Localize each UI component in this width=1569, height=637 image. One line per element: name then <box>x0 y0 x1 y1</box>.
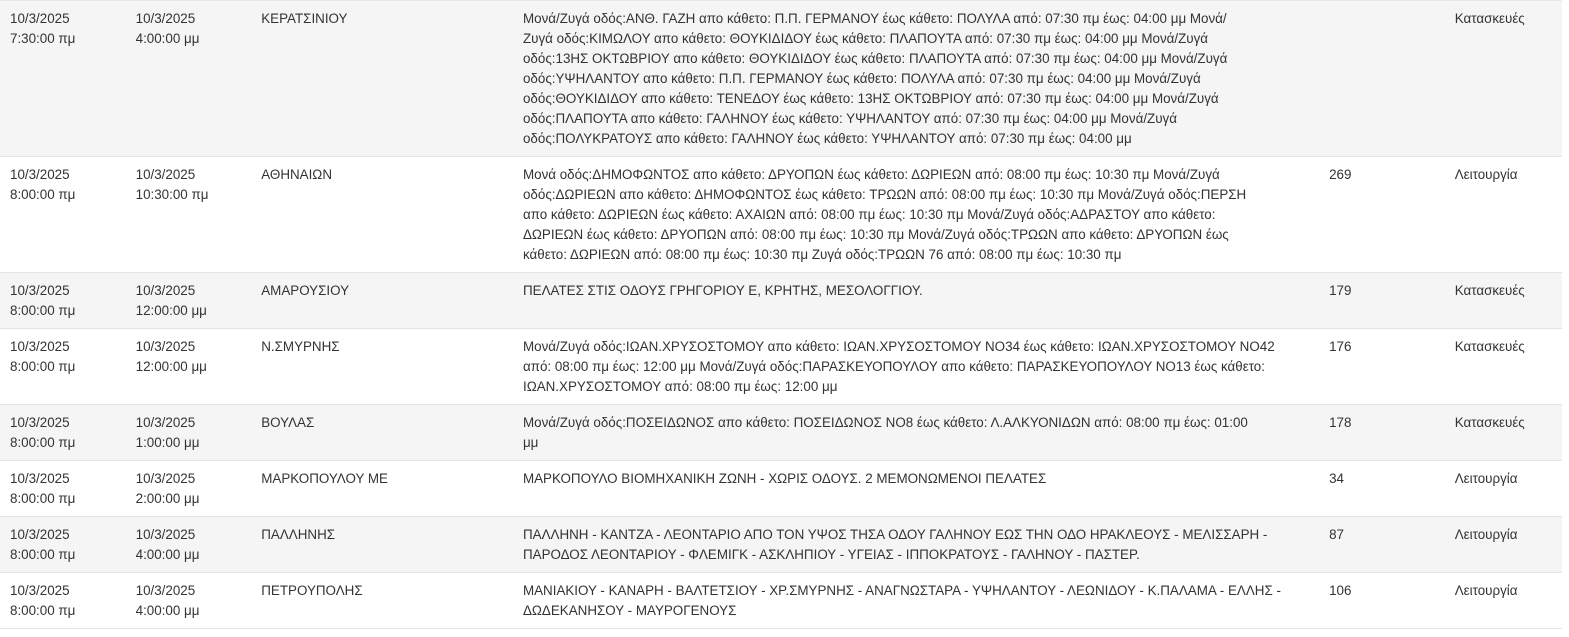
description-line: ΠΑΛΛΗΝΗ - ΚΑΝΤΖΑ - ΛΕΟΝΤΑΡΙΟ ΑΠΟ ΤΟΝ ΥΨΟΣ ΤΗΣΑ ΟΔΟΥ ΓΑΛΗΝΟΥ ΕΩΣ ΤΗΝ ΟΔΟ ΗΡΑΚΛΕΟΥΣ - ΜΕΛΙΣΣΑΡΗ - <box>522 527 1268 542</box>
outage-reason: Κατασκευές <box>1454 415 1525 430</box>
area-name: ΠΕΤΡΟΥΠΟΛΗΣ <box>261 583 363 598</box>
end-date: 10/3/2025 <box>135 11 196 26</box>
description-line: ΔΩΔΕΚΑΝΗΣΟΥ - ΜΑΥΡΟΓΕΝΟΥΣ <box>522 603 737 618</box>
description-line: ΙΩΑΝ.ΧΡΥΣΟΣΤΟΜΟΥ από: 08:00 πμ έως: 12:00 μμ <box>522 379 838 394</box>
end-cell <box>126 461 252 517</box>
start-date: 10/3/2025 <box>10 339 70 354</box>
outage-reason: Κατασκευές <box>1454 11 1525 26</box>
start-date: 10/3/2025 <box>10 471 70 486</box>
customer-count-cell <box>1319 573 1445 629</box>
description-line: Μονά οδός:ΔΗΜΟΦΩΝΤΟΣ απο κάθετο: ΔΡΥΟΠΩΝ έως κάθετο: ΔΩΡΙΕΩΝ από: 08:00 πμ έως: 10:30 πμ Μονά/Ζυγά <box>522 167 1220 182</box>
area-name: ΚΕΡΑΤΣΙΝΙΟΥ <box>261 11 348 26</box>
description-line: ΜΑΝΙΑΚΙΟΥ - ΚΑΝΑΡΗ - ΒΑΛΤΕΤΣΙΟΥ - ΧΡ.ΣΜΥΡΝΗΣ - ΑΝΑΓΝΩΣΤΑΡΑ - ΥΨΗΛΑΝΤΟΥ - ΛΕΩΝΙΔΟΥ - Κ.ΠΑΛΑΜΑ - ΕΛΛΗΣ - <box>522 583 1281 598</box>
start-cell <box>0 517 126 573</box>
customer-count: 34 <box>1329 471 1344 486</box>
description-cell <box>513 1 1319 157</box>
table-row <box>0 157 1562 273</box>
table-row <box>0 573 1562 629</box>
outage-reason: Κατασκευές <box>1454 339 1525 354</box>
description-cell <box>513 461 1319 517</box>
start-time: 7:30:00 πμ <box>10 31 76 46</box>
area-name: ΠΑΛΛΗΝΗΣ <box>261 527 336 542</box>
description-line: ΔΩΡΙΕΩΝ έως κάθετο: ΔΡΥΟΠΩΝ από: 08:00 πμ έως: 10:30 πμ Μονά/Ζυγά οδός:ΤΡΩΩΝ απο κάθετο: ΔΡΥΟΠΩΝ έως <box>522 227 1229 242</box>
end-time: 4:00:00 μμ <box>135 603 200 618</box>
end-cell <box>126 573 252 629</box>
end-cell <box>126 273 252 329</box>
end-cell <box>126 1 252 157</box>
description-cell <box>513 273 1319 329</box>
customer-count: 87 <box>1329 527 1344 542</box>
start-time: 8:00:00 πμ <box>10 303 76 318</box>
end-date: 10/3/2025 <box>135 283 196 298</box>
start-date: 10/3/2025 <box>10 11 70 26</box>
description-line: κάθετο: ΔΩΡΙΕΩΝ από: 08:00 πμ έως: 10:30 πμ Ζυγά οδός:ΤΡΩΩΝ 76 από: 08:00 πμ έως: 10:30 πμ <box>522 247 1122 262</box>
description-line: Μονά/Ζυγά οδός:ΠΟΣΕΙΔΩΝΟΣ απο κάθετο: ΠΟΣΕΙΔΩΝΟΣ ΝΟ8 έως κάθετο: Λ.ΑΛΚΥΟΝΙΔΩΝ από: 08:00 πμ έως: 01:00 <box>522 415 1248 430</box>
description-line: από: 08:00 πμ έως: 12:00 μμ Μονά/Ζυγά οδός:ΠΑΡΑΣΚΕΥΟΠΟΥΛΟΥ απο κάθετο: ΠΑΡΑΣΚΕΥΟΠΟΥΛΟΥ ΝΟ13 έως κάθετο: <box>522 359 1265 374</box>
description-line: οδός:ΘΟΥΚΙΔΙΔΟΥ απο κάθετο: ΤΕΝΕΔΟΥ έως κάθετο: 13ΗΣ ΟΚΤΩΒΡΙΟΥ από: 07:30 πμ έως: 04:00 μμ Μονά/Ζυγά <box>522 91 1219 106</box>
end-date: 10/3/2025 <box>135 527 196 542</box>
start-date: 10/3/2025 <box>10 527 70 542</box>
start-time: 8:00:00 πμ <box>10 491 76 506</box>
start-cell <box>0 1 126 157</box>
customer-count-cell <box>1319 1 1445 157</box>
start-time: 8:00:00 πμ <box>10 547 76 562</box>
customer-count: 176 <box>1329 339 1352 354</box>
table-row <box>0 273 1562 329</box>
end-cell <box>126 329 252 405</box>
customer-count-cell <box>1319 461 1445 517</box>
area-cell <box>251 157 513 273</box>
description-line: ΠΑΡΟΔΟΣ ΛΕΟΝΤΑΡΙΟΥ - ΦΛΕΜΙΓΚ - ΑΣΚΛΗΠΙΟΥ - ΥΓΕΙΑΣ - ΙΠΠΟΚΡΑΤΟΥΣ - ΓΑΛΗΝΟΥ - ΠΑΣΤΕΡ. <box>522 547 1140 562</box>
end-date: 10/3/2025 <box>135 415 196 430</box>
start-cell <box>0 573 126 629</box>
description-cell <box>513 573 1319 629</box>
end-date: 10/3/2025 <box>135 339 196 354</box>
description-line: οδός:ΔΩΡΙΕΩΝ απο κάθετο: ΔΗΜΟΦΩΝΤΟΣ έως κάθετο: ΤΡΩΩΝ από: 08:00 πμ έως: 10:30 πμ Μονά/Ζυγά οδός:ΠΕΡΣΗ <box>522 187 1247 202</box>
table-row <box>0 517 1562 573</box>
end-time: 10:30:00 πμ <box>135 187 209 202</box>
customer-count: 178 <box>1329 415 1352 430</box>
end-date: 10/3/2025 <box>135 167 196 182</box>
area-cell <box>251 273 513 329</box>
customer-count: 179 <box>1329 283 1352 298</box>
outage-reason: Λειτουργία <box>1454 583 1518 598</box>
start-cell <box>0 273 126 329</box>
area-name: ΒΟΥΛΑΣ <box>261 415 315 430</box>
table-row <box>0 461 1562 517</box>
customer-count-cell <box>1319 157 1445 273</box>
area-name: ΜΑΡΚΟΠΟΥΛΟΥ ΜΕ <box>261 471 388 486</box>
customer-count-cell <box>1319 273 1445 329</box>
reason-cell <box>1445 273 1562 329</box>
end-cell <box>126 405 252 461</box>
description-cell <box>513 329 1319 405</box>
reason-cell <box>1445 405 1562 461</box>
end-time: 4:00:00 μμ <box>135 547 200 562</box>
description-line: ΜΑΡΚΟΠΟΥΛΟ ΒΙΟΜΗΧΑΝΙΚΗ ΖΩΝΗ - ΧΩΡΙΣ ΟΔΟΥΣ. 2 ΜΕΜΟΝΩΜΕΝΟΙ ΠΕΛΑΤΕΣ <box>522 471 1047 486</box>
area-cell <box>251 461 513 517</box>
area-cell <box>251 517 513 573</box>
outage-reason: Κατασκευές <box>1454 283 1525 298</box>
end-time: 12:00:00 μμ <box>135 303 207 318</box>
start-cell <box>0 157 126 273</box>
start-date: 10/3/2025 <box>10 583 70 598</box>
start-time: 8:00:00 πμ <box>10 359 76 374</box>
reason-cell <box>1445 517 1562 573</box>
description-line: απο κάθετο: ΔΩΡΙΕΩΝ έως κάθετο: ΑΧΑΙΩΝ από: 08:00 πμ έως: 10:30 πμ Μονά/Ζυγά οδός:ΑΔΡΑΣΤΟΥ απο κάθετο: <box>522 207 1216 222</box>
area-cell <box>251 1 513 157</box>
start-date: 10/3/2025 <box>10 283 70 298</box>
reason-cell <box>1445 461 1562 517</box>
description-line: οδός:ΠΛΑΠΟΥΤΑ απο κάθετο: ΓΑΛΗΝΟΥ έως κάθετο: ΥΨΗΛΑΝΤΟΥ από: 07:30 πμ έως: 04:00 μμ Μονά/Ζυγά <box>522 111 1177 126</box>
table-row <box>0 1 1562 157</box>
end-cell <box>126 517 252 573</box>
end-cell <box>126 157 252 273</box>
description-cell <box>513 157 1319 273</box>
end-date: 10/3/2025 <box>135 471 196 486</box>
outage-reason: Λειτουργία <box>1454 167 1518 182</box>
end-time: 12:00:00 μμ <box>135 359 207 374</box>
reason-cell <box>1445 329 1562 405</box>
description-line: Μονά/Ζυγά οδός:ΑΝΘ. ΓΑΖΗ απο κάθετο: Π.Π. ΓΕΡΜΑΝΟΥ έως κάθετο: ΠΟΛΥΛΑ από: 07:30 πμ έως: 04:00 μμ Μονά/ <box>522 11 1227 26</box>
customer-count-cell <box>1319 517 1445 573</box>
end-date: 10/3/2025 <box>135 583 196 598</box>
end-time: 2:00:00 μμ <box>135 491 200 506</box>
end-time: 4:00:00 μμ <box>135 31 200 46</box>
table-row <box>0 405 1562 461</box>
area-cell <box>251 573 513 629</box>
customer-count: 106 <box>1329 583 1352 598</box>
start-date: 10/3/2025 <box>10 167 70 182</box>
table-row <box>0 329 1562 405</box>
customer-count-cell <box>1319 329 1445 405</box>
outage-reason: Λειτουργία <box>1454 527 1518 542</box>
reason-cell <box>1445 573 1562 629</box>
area-cell <box>251 329 513 405</box>
area-name: ΑΜΑΡΟΥΣΙΟΥ <box>261 283 350 298</box>
description-line: ΠΕΛΑΤΕΣ ΣΤΙΣ ΟΔΟΥΣ ΓΡΗΓΟΡΙΟΥ Ε, ΚΡΗΤΗΣ, ΜΕΣΟΛΟΓΓΙΟΥ. <box>522 283 923 298</box>
area-name: ΑΘΗΝΑΙΩΝ <box>261 167 332 182</box>
description-line: Μονά/Ζυγά οδός:ΙΩΑΝ.ΧΡΥΣΟΣΤΟΜΟΥ απο κάθετο: ΙΩΑΝ.ΧΡΥΣΟΣΤΟΜΟΥ ΝΟ34 έως κάθετο: ΙΩΑΝ.ΧΡΥΣΟΣΤΟΜΟΥ ΝΟ42 <box>522 339 1275 354</box>
start-time: 8:00:00 πμ <box>10 603 76 618</box>
reason-cell <box>1445 1 1562 157</box>
outage-reason: Λειτουργία <box>1454 471 1518 486</box>
start-cell <box>0 329 126 405</box>
outage-table-body <box>0 1 1562 629</box>
area-name: Ν.ΣΜΥΡΝΗΣ <box>261 339 340 354</box>
start-cell <box>0 405 126 461</box>
description-line: οδός:ΠΟΛΥΚΡΑΤΟΥΣ απο κάθετο: ΓΑΛΗΝΟΥ έως κάθετο: ΥΨΗΛΑΝΤΟΥ από: 07:30 πμ έως: 04:00 μμ <box>522 131 1132 146</box>
customer-count: 269 <box>1329 167 1352 182</box>
description-line: οδός:13ΗΣ ΟΚΤΩΒΡΙΟΥ απο κάθετο: ΘΟΥΚΙΔΙΔΟΥ έως κάθετο: ΠΛΑΠΟΥΤΑ από: 07:30 πμ έως: 04:00 μμ Μονά/Ζυγά <box>522 51 1228 66</box>
description-cell <box>513 405 1319 461</box>
start-cell <box>0 461 126 517</box>
customer-count-cell <box>1319 405 1445 461</box>
start-time: 8:00:00 πμ <box>10 435 76 450</box>
area-cell <box>251 405 513 461</box>
reason-cell <box>1445 157 1562 273</box>
description-cell <box>513 517 1319 573</box>
description-line: οδός:ΥΨΗΛΑΝΤΟΥ απο κάθετο: Π.Π. ΓΕΡΜΑΝΟΥ έως κάθετο: ΠΟΛΥΛΑ από: 07:30 πμ έως: 04:00 μμ Μονά/Ζυγά <box>522 71 1201 86</box>
description-line: μμ <box>522 435 539 450</box>
start-time: 8:00:00 πμ <box>10 187 76 202</box>
end-time: 1:00:00 μμ <box>135 435 200 450</box>
description-line: Ζυγά οδός:ΚΙΜΩΛΟΥ απο κάθετο: ΘΟΥΚΙΔΙΔΟΥ έως κάθετο: ΠΛΑΠΟΥΤΑ από: 07:30 πμ έως: 04:00 μμ Μονά/Ζυγά <box>522 31 1209 46</box>
start-date: 10/3/2025 <box>10 415 70 430</box>
